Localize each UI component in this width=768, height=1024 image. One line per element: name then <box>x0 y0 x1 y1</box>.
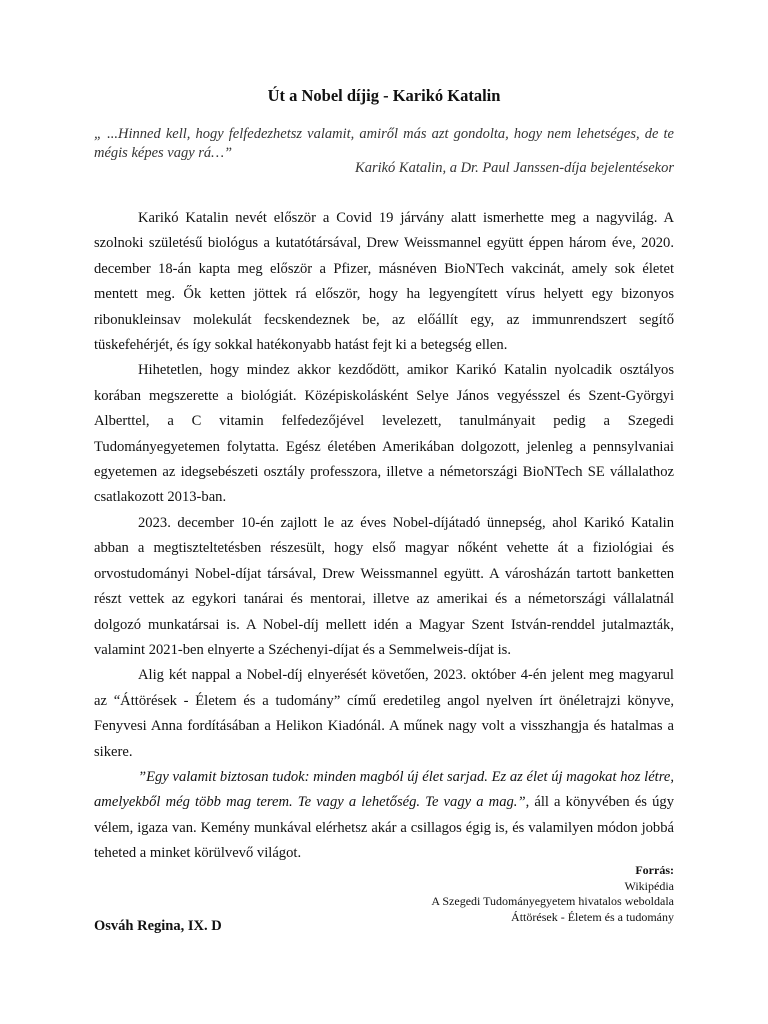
sources-heading: Forrás: <box>635 863 674 877</box>
closing-text: , áll a könyvében és úgy vélem, igaza van. Kemény munkával elérhetsz akár a csillagos égig is, és valamilyen módon jobbá teheted a minket körülvevő világot. <box>94 794 674 862</box>
quote-attribution: Karikó Katalin, a Dr. Paul Janssen-díja bejelentésekor <box>355 160 674 176</box>
paragraph-3: 2023. december 10-én zajlott le az éves Nobel-díjátadó ünnepség, ahol Karikó Katalin abban a megtiszteltetésben részesült, hogy első magyar nőként vehette át a fiziológiai és orvostudományi Nobel-díjat társával, Drew Weissmannel együtt. A városházán tartott banketten részt vettek az egykori tanárai és mentorai, illetve az amerikai és a németországi vállalatnál dolgozó munkatársai is. A Nobel-díj mellett idén a Magyar Szent István-renddel jutalmazták, valamint 2021-ben elnyerte a Széchenyi-díjat és a Semmelweis-díjat is. <box>94 514 674 658</box>
source-item: Wikipédia <box>624 878 674 893</box>
source-item: Áttörések - Életem és a tudomány <box>511 909 674 924</box>
paragraph-2: Hihetetlen, hogy mindez akkor kezdődött, amikor Karikó Katalin nyolcadik osztályos korában megszerette a biológiát. Középiskolásként Selye János vegyésszel és Szent-Györgyi Alberttel, a C vitamin felfedezőjével levelezett, tanulmányait pedig a Szegedi Tudományegyetemen folytatta. Egész életében Amerikában dolgozott, jelenleg a pennsylvaniai egyetemen az idegsebészeti osztály professzora, illetve a németországi BioNTech SE vállalathoz csatlakozott 2013-ban. <box>94 362 674 506</box>
opening-quote: „ ...Hinned kell, hogy felfedezhetsz valamit, amiről más azt gondolta, hogy nem lehetséges, de te mégis képes vagy rá…” <box>94 126 674 161</box>
document-title: Út a Nobel díjig - Karikó Katalin <box>267 86 501 105</box>
paragraph-5 <box>94 765 674 867</box>
paragraph-1: Karikó Katalin nevét először a Covid 19 járvány alatt ismerhette meg a nagyvilág. A szolnoki születésű biológus a kutatótársával, Drew Weissmannel együtt éppen három éve, 2020. december 18-án kapta meg először a Pfizer, másnéven BioNTech vakcinát, amely sok életet mentett meg. Ők ketten jöttek rá először, hogy ha legyengített vírus helyett egy bizonyos ribonukleinsav molekulát fecskendeznek be, az előállít egy, az immunrendszert segítő tüskefehérjét, és így sokkal hatékonyabb hatást fejt ki a betegség ellen. <box>94 210 674 354</box>
author-name: Osváh Regina, IX. D <box>94 918 222 934</box>
article-body <box>94 206 674 867</box>
source-item: A Szegedi Tudományegyetem hivatalos weboldala <box>431 894 674 908</box>
closing-quote: ”Egy valamit biztosan tudok: minden magból új élet sarjad. Ez az élet új magokat hoz létre, amelyekből még több mag terem. Te vagy a lehetőség. Te vagy a mag.” <box>94 768 674 811</box>
sources-block <box>431 863 674 925</box>
paragraph-4: Alig két nappal a Nobel-díj elnyerését követően, 2023. október 4-én jelent meg magyarul az “Áttörések - Életem és a tudomány” című eredetileg angol nyelven írt önéletrajzi könyve, Fenyvesi Anna fordításában a Helikon Kiadónál. A műnek nagy volt a visszhangja és hatalmas a sikere. <box>94 667 674 760</box>
